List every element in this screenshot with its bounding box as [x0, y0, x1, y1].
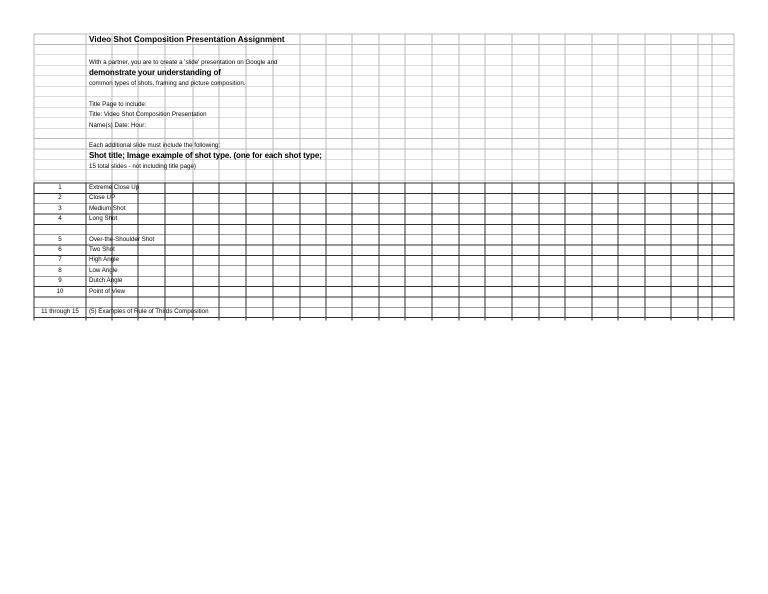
shot-label: Point of View [89, 287, 126, 295]
slide-requirement-line-1: Each additional slide must include the following: [89, 142, 221, 149]
shot-label: Two Shot [89, 246, 115, 254]
intro-line-1: With a partner, you are to create a 'slide' presentation on Google and [89, 59, 278, 66]
title-page-heading: Title Page to include: [89, 101, 147, 108]
shot-label: Over-the-Shoulder Shot [89, 235, 155, 243]
shot-number: 2 [58, 194, 62, 202]
intro-line-2: demonstrate your understanding of [89, 68, 221, 77]
shot-label: (5) Examples of Rule of Thirds Composition [89, 308, 209, 316]
shot-number: 6 [58, 246, 62, 254]
shot-number: 3 [58, 204, 62, 212]
shot-number: 8 [58, 266, 62, 274]
title-page-fields: Name(s) Date: Hour: [89, 122, 147, 129]
shot-label: High Angle [89, 256, 119, 264]
shot-label: Low Angle [89, 266, 118, 274]
shot-number: 11 through 15 [41, 308, 79, 316]
assignment-title: Video Shot Composition Presentation Assignment [89, 35, 285, 44]
shot-number: 10 [56, 287, 64, 295]
slide-requirement-line-3: 15 total slides - not including title page) [89, 163, 196, 170]
shot-number: 5 [58, 235, 62, 243]
shot-number: 9 [58, 277, 62, 285]
shot-number: 7 [58, 256, 62, 264]
shot-number: 1 [58, 184, 62, 191]
shot-label: Long Shot [89, 215, 118, 223]
shot-label: Medium Shot [89, 204, 126, 212]
shot-label: Close UP [89, 194, 116, 202]
shot-label: Extreme Close Up [89, 184, 140, 191]
shot-label: Dutch Angle [89, 277, 123, 285]
intro-line-3: common types of shots, framing and picture composition. [89, 80, 246, 87]
title-page-title: Title: Video Shot Composition Presentation [89, 111, 207, 118]
shot-number: 4 [58, 215, 62, 223]
slide-requirement-line-2: Shot title; Image example of shot type. (one for each shot type; [89, 151, 322, 160]
